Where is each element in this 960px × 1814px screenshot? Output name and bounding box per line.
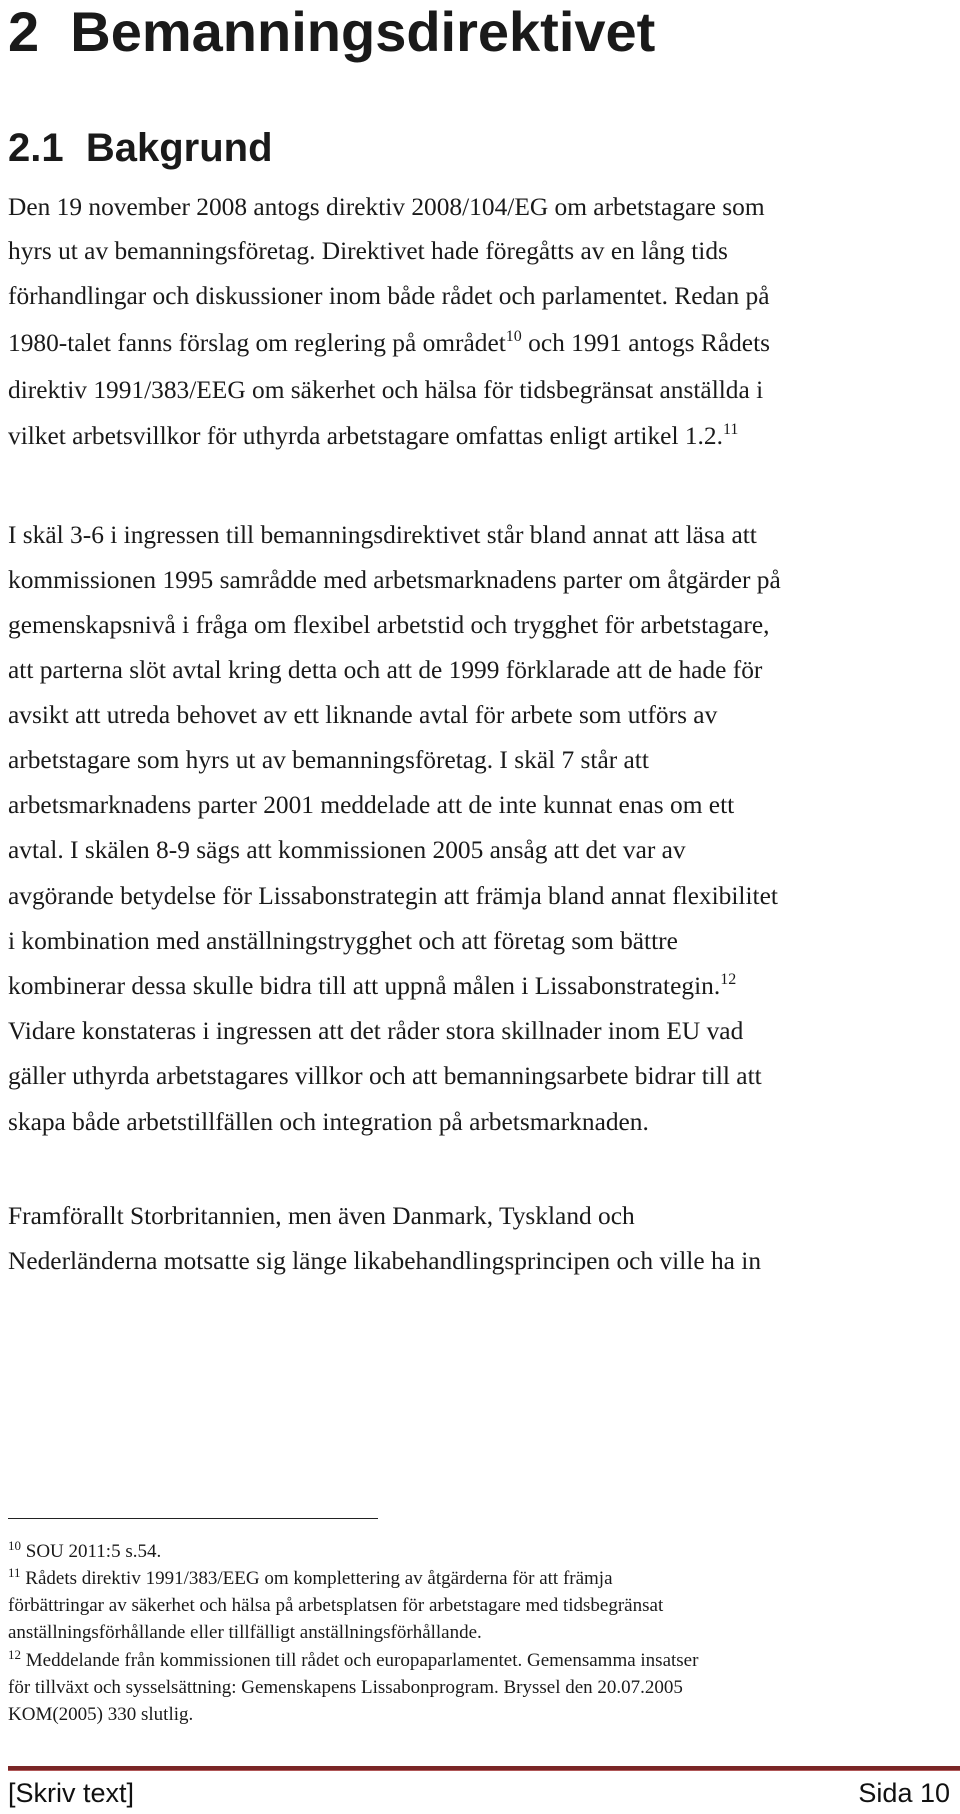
chapter-heading	[8, 0, 655, 64]
footnote-text-line: anställningsförhållande eller tillfälligt anställningsförhållande.	[8, 1622, 482, 1643]
text-line: arbetsmarknadens parter 2001 meddelade att de inte kunnat enas om ett	[8, 791, 735, 819]
section-heading	[8, 124, 273, 172]
footnote-separator	[8, 1518, 378, 1519]
text-line: I skäl 3-6 i ingressen till bemanningsdirektivet står bland annat att läsa att	[8, 521, 757, 549]
text-line: hyrs ut av bemanningsföretag. Direktivet hade föregåtts av en lång tids	[8, 237, 728, 265]
footnote-text: Rådets direktiv 1991/383/EEG om komplettering av åtgärderna för att främja	[20, 1568, 613, 1589]
text-line	[8, 971, 736, 1001]
footnote-12	[8, 1647, 699, 1672]
footnote-text-line: förbättringar av säkerhet och hälsa på arbetsplatsen för arbetstagare med tidsbegränsat	[8, 1595, 664, 1616]
text-span: vilket arbetsvillkor för uthyrda arbetstagare omfattas enligt artikel 1.2.	[8, 422, 723, 450]
section-number: 2.1	[8, 126, 64, 170]
text-line: avgörande betydelse för Lissabonstrategin att främja bland annat flexibilitet	[8, 882, 778, 910]
text-span: kombinerar dessa skulle bidra till att uppnå målen i Lissabonstrategin.	[8, 972, 721, 1000]
footnote-number: 11	[8, 1565, 21, 1580]
footer-placeholder-text[interactable]: [Skriv text]	[8, 1778, 135, 1808]
text-line	[8, 328, 770, 358]
text-line: avtal. I skälen 8-9 sägs att kommissionen 2005 ansåg att det var av	[8, 836, 686, 864]
footnote-text: SOU 2011:5 s.54.	[21, 1541, 162, 1562]
text-line: förhandlingar och diskussioner inom både rådet och parlamentet. Redan på	[8, 282, 770, 310]
footnote-ref-10[interactable]: 10	[505, 328, 522, 345]
footnote-10	[8, 1538, 162, 1563]
text-line: gemenskapsnivå i fråga om flexibel arbetstid och trygghet för arbetstagare,	[8, 611, 770, 639]
text-line: i kombination med anställningstrygghet och att företag som bättre	[8, 927, 678, 955]
footer-rule	[8, 1766, 960, 1771]
text-line: Den 19 november 2008 antogs direktiv 2008/104/EG om arbetstagare som	[8, 193, 765, 221]
text-line: skapa både arbetstillfällen och integration på arbetsmarknaden.	[8, 1108, 649, 1136]
text-line: kommissionen 1995 samrådde med arbetsmarknadens parter om åtgärder på	[8, 566, 781, 594]
text-line: gäller uthyrda arbetstagares villkor och att bemanningsarbete bidrar till att	[8, 1062, 762, 1090]
footnote-text: Meddelande från kommissionen till rådet och europaparlamentet. Gemensamma insatser	[21, 1650, 699, 1671]
text-line: avsikt att utreda behovet av ett liknande avtal för arbete som utförs av	[8, 701, 718, 729]
text-line: att parterna slöt avtal kring detta och att de 1999 förklarade att de hade för	[8, 656, 763, 684]
footnote-number: 10	[8, 1538, 21, 1553]
footnote-text-line: KOM(2005) 330 slutlig.	[8, 1704, 194, 1725]
text-line	[8, 421, 738, 451]
page-number: Sida 10	[858, 1778, 950, 1808]
chapter-title: Bemanningsdirektivet	[70, 0, 656, 63]
footnote-11	[8, 1565, 613, 1590]
footnote-number: 12	[8, 1647, 21, 1662]
text-line: Nederländerna motsatte sig länge likabehandlingsprincipen och ville ha in	[8, 1247, 762, 1275]
text-span: 1980-talet fanns förslag om reglering på området	[8, 329, 506, 357]
footnote-ref-12[interactable]: 12	[720, 971, 737, 988]
footnote-ref-11[interactable]: 11	[722, 421, 739, 438]
text-line: Vidare konstateras i ingressen att det råder stora skillnader inom EU vad	[8, 1017, 744, 1045]
text-span: och 1991 antogs Rådets	[521, 329, 771, 357]
footnote-text-line: för tillväxt och sysselsättning: Gemenskapens Lissabonprogram. Bryssel den 20.07.2005	[8, 1677, 683, 1698]
section-title: Bakgrund	[85, 126, 273, 170]
text-line: arbetstagare som hyrs ut av bemanningsföretag. I skäl 7 står att	[8, 746, 649, 774]
text-line: direktiv 1991/383/EEG om säkerhet och hälsa för tidsbegränsat anställda i	[8, 376, 764, 404]
text-line: Framförallt Storbritannien, men även Danmark, Tyskland och	[8, 1202, 635, 1230]
chapter-number: 2	[8, 0, 40, 63]
